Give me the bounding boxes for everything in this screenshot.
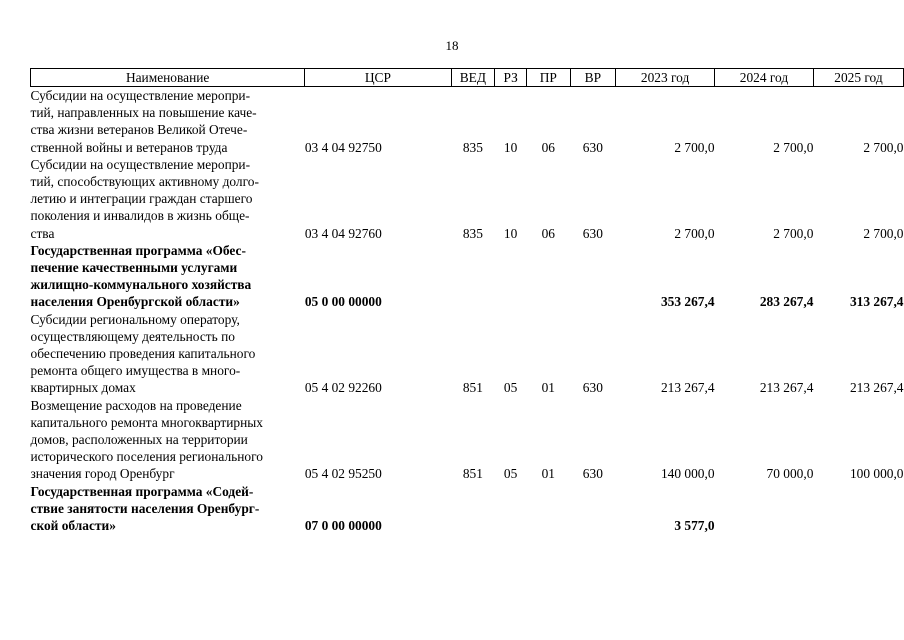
row-2024: 2 700,0 bbox=[773, 139, 814, 155]
row-2025 bbox=[813, 483, 903, 535]
row-name bbox=[31, 156, 305, 242]
row-name-line: ства жизни ветеранов Великой Отече- bbox=[30, 122, 248, 138]
row-name-line: ственной войны и ветеранов труда bbox=[30, 139, 228, 155]
row-name-line: осуществляющему деятельность по bbox=[30, 328, 235, 344]
row-vr: 630 bbox=[582, 380, 603, 396]
row-2025: 213 267,4 bbox=[849, 380, 904, 396]
row-rz: 05 bbox=[503, 466, 518, 482]
row-ved: 851 bbox=[462, 380, 483, 396]
table-row bbox=[31, 311, 904, 397]
header-ved: ВЕД bbox=[451, 69, 495, 87]
row-rz: 10 bbox=[503, 225, 518, 241]
row-ved: 851 bbox=[462, 466, 483, 482]
table-row bbox=[31, 483, 904, 535]
row-name-line: ствие занятости населения Оренбург- bbox=[30, 500, 260, 516]
row-vr: 630 bbox=[582, 466, 603, 482]
row-name-line: ства bbox=[30, 225, 55, 241]
row-name-line: тий, способствующих активному долго- bbox=[30, 174, 259, 190]
row-pr: 06 bbox=[541, 225, 555, 241]
page-number: 18 bbox=[445, 38, 459, 53]
row-csr: 05 4 02 95250 bbox=[304, 466, 382, 482]
row-name bbox=[31, 311, 305, 397]
header-rz: РЗ bbox=[495, 69, 527, 87]
row-pr: 01 bbox=[541, 380, 555, 396]
row-csr: 03 4 04 92750 bbox=[304, 139, 382, 155]
row-name-line: Государственная программа «Обес- bbox=[30, 242, 246, 258]
row-name bbox=[31, 242, 305, 311]
row-ved bbox=[451, 483, 495, 535]
row-name-line: Возмещение расходов на проведение bbox=[30, 397, 242, 413]
row-name bbox=[31, 87, 305, 156]
row-2024: 213 267,4 bbox=[759, 380, 814, 396]
row-vr bbox=[570, 483, 616, 535]
row-name-line: ской области» bbox=[30, 518, 116, 534]
row-2024: 283 267,4 bbox=[759, 294, 814, 310]
row-csr: 03 4 04 92760 bbox=[304, 225, 382, 241]
row-csr: 05 4 02 92260 bbox=[304, 380, 382, 396]
row-name-line: летию и интеграции граждан старшего bbox=[30, 191, 253, 207]
row-2024: 70 000,0 bbox=[766, 466, 814, 482]
row-name-line: Субсидии региональному оператору, bbox=[30, 311, 240, 327]
header-name: Наименование bbox=[31, 69, 305, 87]
row-name bbox=[31, 483, 305, 535]
header-2025: 2025 год bbox=[813, 69, 903, 87]
header-csr: ЦСР bbox=[305, 69, 451, 87]
row-name-line: населения Оренбургской области» bbox=[30, 294, 240, 310]
row-2024: 2 700,0 bbox=[773, 225, 814, 241]
row-2023: 353 267,4 bbox=[660, 294, 715, 310]
row-name-line: квартирных домах bbox=[30, 380, 136, 396]
table-row bbox=[31, 87, 904, 156]
row-pr: 01 bbox=[541, 466, 555, 482]
row-2023: 140 000,0 bbox=[660, 466, 715, 482]
row-rz: 10 bbox=[503, 139, 518, 155]
row-2025: 100 000,0 bbox=[849, 466, 904, 482]
row-csr: 05 0 00 00000 bbox=[304, 294, 382, 310]
row-name-line: поколения и инвалидов в жизнь обще- bbox=[30, 208, 250, 224]
row-vr bbox=[570, 242, 616, 311]
row-name-line: печение качественными услугами bbox=[30, 260, 238, 276]
row-2023: 3 577,0 bbox=[674, 518, 715, 534]
budget-table bbox=[30, 68, 904, 534]
row-rz bbox=[495, 242, 527, 311]
row-name-line: значения город Оренбург bbox=[30, 466, 175, 482]
row-ved bbox=[451, 242, 495, 311]
row-vr: 630 bbox=[582, 139, 603, 155]
row-csr: 07 0 00 00000 bbox=[304, 518, 382, 534]
row-2023: 213 267,4 bbox=[660, 380, 715, 396]
row-name-line: Субсидии на осуществление меропри- bbox=[30, 88, 251, 103]
row-name bbox=[31, 397, 305, 483]
table-header-row bbox=[31, 69, 904, 87]
row-name-line: домов, расположенных на территории bbox=[30, 432, 248, 448]
header-2024: 2024 год bbox=[715, 69, 814, 87]
row-name-line: исторического поселения регионального bbox=[30, 449, 263, 465]
row-2025: 2 700,0 bbox=[863, 139, 904, 155]
row-name-line: тий, направленных на повышение каче- bbox=[30, 105, 257, 121]
row-pr: 06 bbox=[541, 139, 555, 155]
header-2023: 2023 год bbox=[616, 69, 715, 87]
row-pr bbox=[526, 242, 570, 311]
row-pr bbox=[526, 483, 570, 535]
row-2025: 2 700,0 bbox=[863, 225, 904, 241]
row-name-line: обеспечению проведения капитального bbox=[30, 346, 256, 362]
header-vr: ВР bbox=[570, 69, 616, 87]
header-pr: ПР bbox=[526, 69, 570, 87]
row-name-line: жилищно-коммунального хозяйства bbox=[30, 277, 252, 293]
row-ved: 835 bbox=[462, 139, 483, 155]
row-name-line: Государственная программа «Содей- bbox=[30, 483, 254, 499]
row-name-line: Субсидии на осуществление меропри- bbox=[30, 156, 251, 172]
row-rz: 05 bbox=[503, 380, 518, 396]
table-body bbox=[31, 87, 904, 535]
row-2025: 313 267,4 bbox=[849, 294, 904, 310]
row-ved: 835 bbox=[462, 225, 483, 241]
table-row bbox=[31, 242, 904, 311]
row-vr: 630 bbox=[582, 225, 603, 241]
row-rz bbox=[495, 483, 527, 535]
row-2023: 2 700,0 bbox=[674, 139, 715, 155]
row-name-line: капитального ремонта многоквартирных bbox=[30, 414, 263, 430]
table-row bbox=[31, 397, 904, 483]
table-row bbox=[31, 156, 904, 242]
row-name-line: ремонта общего имущества в много- bbox=[30, 363, 241, 379]
row-2024 bbox=[715, 483, 814, 535]
row-2023: 2 700,0 bbox=[674, 225, 715, 241]
